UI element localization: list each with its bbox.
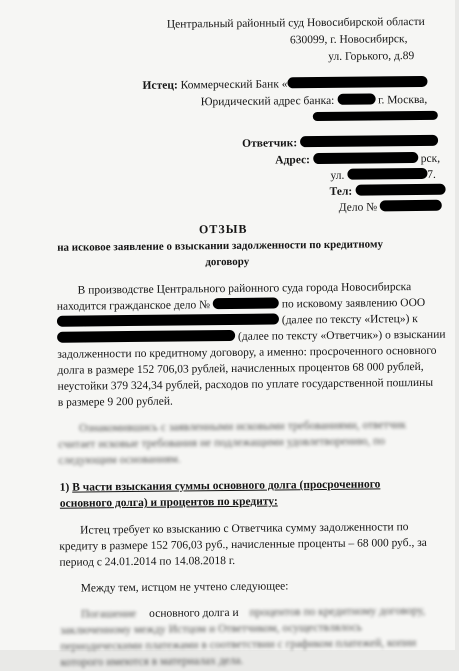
defendant-label: Ответчик: [242, 137, 298, 150]
redaction-mark [313, 111, 438, 121]
plaintiff-address-city: г. Москва, [378, 93, 428, 107]
blurred-para2-line4: которого имеются в материалах дела. [60, 654, 244, 669]
document-title: ОТЗЫВ [198, 221, 248, 237]
blurred-para1-line3: следующим основаниям. [58, 453, 181, 467]
redaction-mark [57, 330, 235, 343]
defendant-phone-line [330, 184, 446, 200]
plaintiff-address-redacted [313, 109, 438, 125]
redaction-mark [313, 152, 418, 164]
redaction-mark [57, 313, 279, 326]
plaintiff-line [142, 76, 427, 93]
para-text: основного долга и [149, 606, 239, 620]
blurred-text: процентов по кредитному договору, [249, 604, 426, 619]
plaintiff-address-line [201, 93, 428, 110]
redaction-mark [287, 76, 427, 88]
para2-line3: период с 24.01.2014 по 14.08.2018 г. [59, 554, 236, 569]
intro-line-5: задолженности по кредитному договору, а именно: просроченного основного [57, 344, 437, 361]
blurred-para1-line2: считает исковые требования не подлежащими удовлетворению, по [58, 435, 386, 451]
para2-line2: кредиту в размере 152 706,03 руб., начисленные проценты – 68 000 руб., за [59, 536, 427, 553]
defendant-phone-label: Тел: [329, 185, 353, 198]
blurred-para2-line2: заключенному между Истцом и Ответчиком, осуществлялось [60, 621, 362, 637]
section1-heading-line2: основного долга) и процентов по кредиту: [59, 495, 278, 510]
redaction-mark [347, 168, 427, 180]
section1-heading-line1 [60, 477, 381, 495]
para2-line1: Истец требует ко взысканию с Ответчика сумму задолженности по [80, 521, 409, 537]
case-number-line [339, 200, 442, 215]
redaction-mark [380, 200, 442, 212]
court-zip-city: 630099, г. Новосибирск, [289, 33, 408, 47]
intro-defendant-ref: (далее по тексту «Ответчик») о взыскании [237, 328, 446, 343]
court-street: ул. Горького, д.89 [328, 50, 415, 63]
defendant-address-city: рск, [420, 152, 441, 165]
defendant-street-line [330, 168, 436, 183]
defendant-street-suffix: 7. [427, 168, 436, 181]
intro-case-text: находится гражданское дело № [56, 299, 211, 313]
document-subtitle-line2: договору [205, 255, 250, 269]
para3-line1: Между тем, истцом не учтено следующее: [80, 580, 289, 595]
blurred-para2-line3: периодическими платежами в соответствии с графиком платежей, копии [60, 637, 417, 653]
blurred-para1-line1: Ознакомившись с заявленными исковыми требованиями, ответчик [79, 419, 407, 435]
case-label: Дело № [338, 201, 378, 214]
plaintiff-label: Истец: [142, 79, 178, 92]
intro-line-7: неустойки 379 324,34 рублей, расходов по уплате государственной пошлины [57, 376, 434, 393]
plaintiff-address-label: Юридический адрес банка: [200, 94, 335, 109]
defendant-street-prefix: ул. [330, 169, 345, 182]
blurred-text: Погашение [80, 607, 137, 621]
redaction-mark [337, 93, 375, 104]
document-subtitle-line1: на исковое заявление о взыскании задолженности по кредитному [57, 238, 383, 254]
intro-line-8: в размере 9 200 рублей. [57, 395, 173, 409]
intro-line-2 [57, 296, 426, 314]
plaintiff-name: Коммерческий Банк « [180, 78, 288, 92]
defendant-address-label: Адрес: [275, 154, 311, 167]
redaction-mark [355, 184, 445, 196]
redaction-mark [213, 297, 279, 309]
intro-line-6: долга в размере 152 706,03 рублей, начисленных процентов 68 000 рублей, [57, 360, 424, 377]
intro-claim-text: по исковому заявлению ООО [281, 296, 426, 311]
blurred-para2-line1 [81, 604, 425, 622]
section1-number: 1) [59, 481, 73, 494]
intro-line-1: В производстве Центрального районного суда города Новосибирска [77, 281, 412, 297]
intro-line-3 [57, 312, 418, 330]
court-name: Центральный районный суд Новосибирской области [166, 15, 425, 31]
defendant-line [242, 135, 438, 151]
redaction-mark [300, 135, 438, 147]
defendant-address-line [275, 152, 440, 168]
section1-heading-text1: В части взыскания суммы основного долга (просроченного [72, 478, 381, 494]
intro-plaintiff-ref: (далее по тексту «Истец») к [281, 313, 418, 327]
